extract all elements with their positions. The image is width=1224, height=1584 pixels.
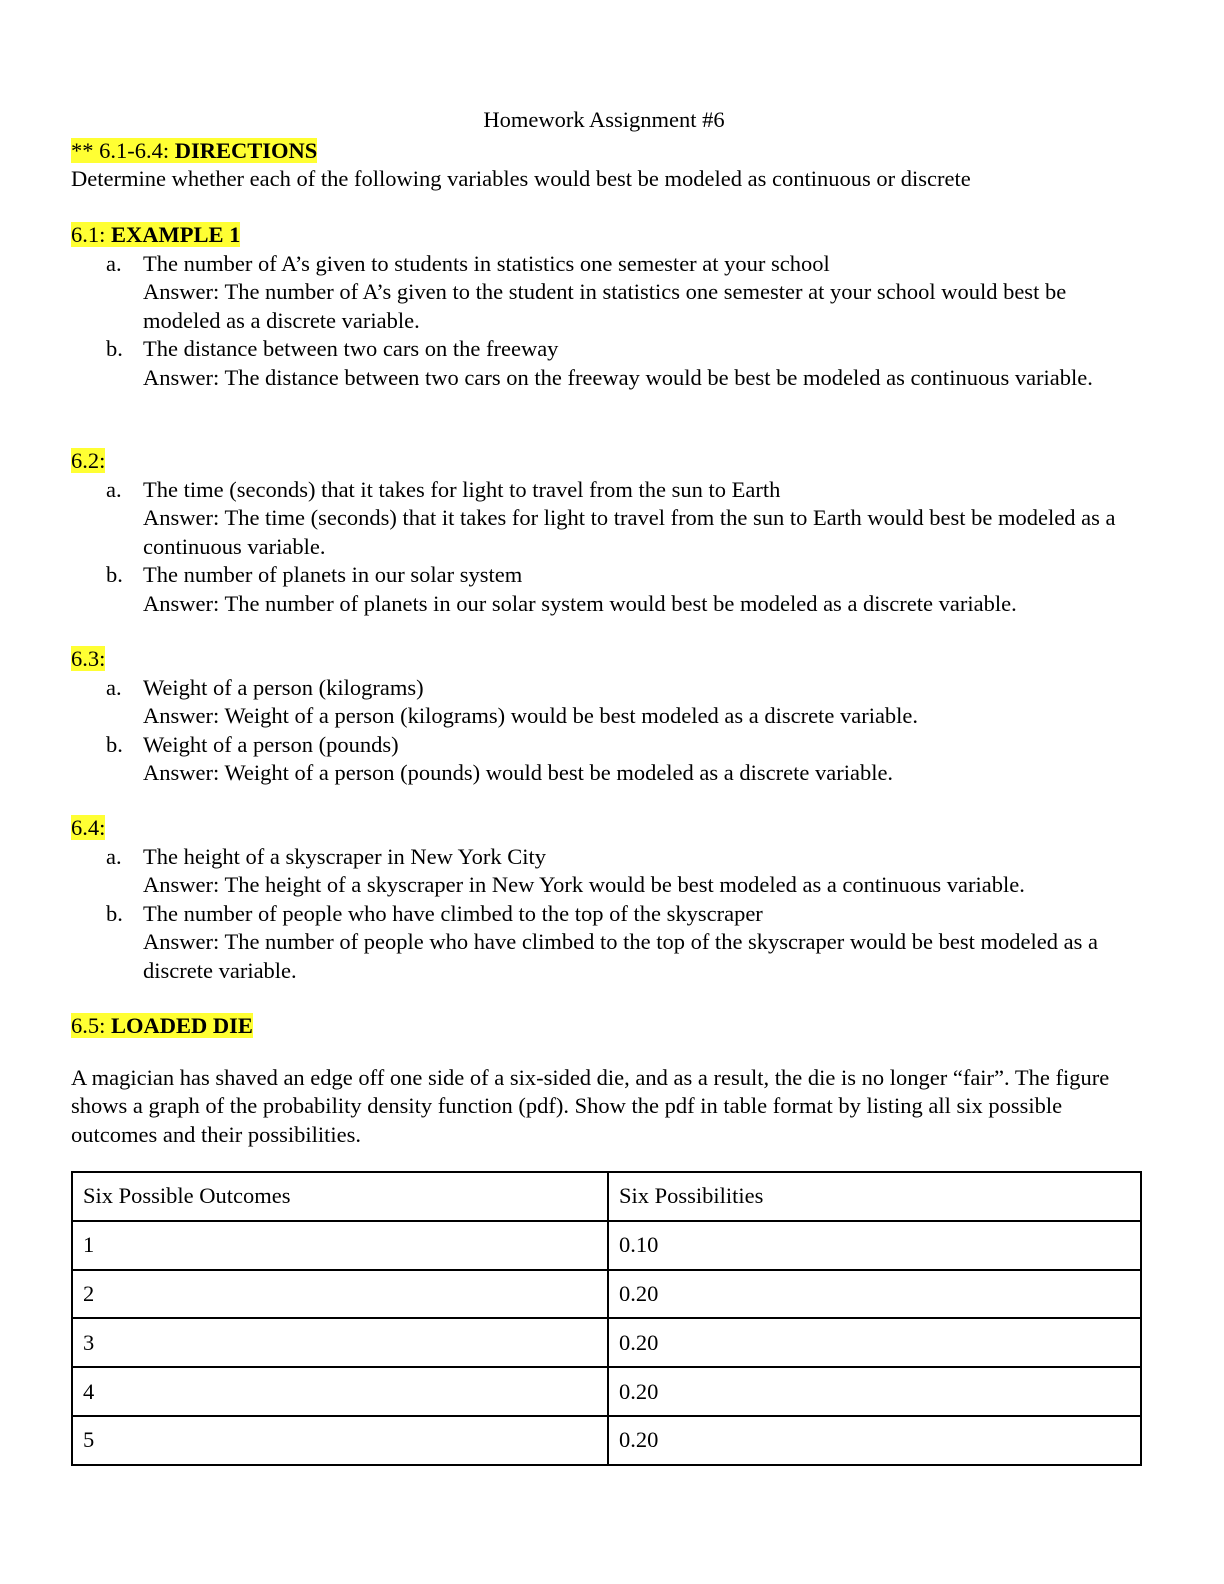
item-question: Weight of a person (pounds)	[143, 731, 399, 757]
table-row	[72, 1416, 1141, 1465]
section-heading-6-5	[71, 1012, 253, 1040]
list-item	[0, 843, 1224, 900]
section-6-2-list	[0, 476, 1224, 618]
table-cell: 0.10	[608, 1221, 1141, 1270]
table-header-cell: Six Possibilities	[608, 1172, 1141, 1221]
item-question: Weight of a person (kilograms)	[143, 675, 424, 700]
table-cell: 2	[72, 1270, 608, 1319]
table-row	[72, 1367, 1141, 1416]
table-cell: 0.20	[608, 1270, 1141, 1319]
table-row	[72, 1221, 1141, 1270]
section-heading-6-1	[71, 221, 240, 249]
item-answer: Answer: The number of planets in our solar system would best be modeled as a discrete variable.	[143, 590, 1017, 616]
item-marker: a.	[106, 844, 122, 869]
table-cell: 4	[72, 1367, 608, 1416]
item-marker: b.	[106, 336, 123, 362]
table-header-row	[72, 1172, 1141, 1221]
item-answer: Answer: The height of a skyscraper in New York would be best modeled as a continuous variable.	[143, 872, 1025, 898]
section-label: EXAMPLE 1	[111, 222, 241, 247]
list-item	[0, 731, 1224, 788]
section-prefix: 6.2:	[71, 448, 106, 473]
item-answer: Answer: The time (seconds) that it takes for light to travel from the sun to Earth would best be modeled as a continuous variable.	[143, 505, 1116, 559]
item-answer: Answer: The distance between two cars on the freeway would be best be modeled as continuous variable.	[143, 364, 1093, 390]
item-marker: a.	[106, 477, 122, 502]
section-prefix: 6.1:	[71, 222, 112, 247]
table-cell: 0.20	[608, 1367, 1141, 1416]
section-prefix: 6.3:	[71, 646, 106, 671]
item-marker: a.	[106, 251, 122, 276]
section-heading-6-1-highlight	[71, 222, 240, 247]
list-item	[0, 476, 1224, 561]
directions-heading-highlight	[71, 138, 317, 163]
item-question: The distance between two cars on the freeway	[143, 336, 559, 362]
table-row	[72, 1270, 1141, 1319]
item-answer: Answer: The number of A’s given to the student in statistics one semester at your school would best be modeled as a discrete variable.	[143, 279, 1067, 333]
item-marker: b.	[106, 562, 123, 588]
directions-prefix: ** 6.1-6.4:	[71, 138, 175, 163]
item-marker: b.	[106, 731, 123, 757]
section-heading-6-2	[71, 447, 105, 475]
section-6-3-list	[0, 674, 1224, 788]
item-answer: Answer: Weight of a person (pounds) would best be modeled as a discrete variable.	[143, 760, 894, 786]
item-question: The number of planets in our solar system	[143, 562, 523, 588]
section-6-4-list	[0, 843, 1224, 985]
item-question: The number of A’s given to students in statistics one semester at your school	[143, 251, 830, 276]
section-prefix: 6.5:	[71, 1013, 112, 1038]
list-item	[0, 674, 1224, 731]
section-label: LOADED DIE	[111, 1013, 253, 1038]
directions-label: DIRECTIONS	[174, 138, 318, 163]
section-heading-6-3	[71, 645, 105, 673]
table-cell: 1	[72, 1221, 608, 1270]
list-item	[0, 335, 1224, 392]
list-item	[0, 900, 1224, 985]
item-marker: a.	[106, 675, 122, 700]
section-heading-6-4	[71, 814, 105, 842]
item-question: The height of a skyscraper in New York City	[143, 844, 547, 869]
table-header-cell: Six Possible Outcomes	[72, 1172, 608, 1221]
table-cell: 3	[72, 1318, 608, 1367]
table-cell: 0.20	[608, 1318, 1141, 1367]
section-prefix: 6.4:	[71, 815, 106, 840]
item-question: The number of people who have climbed to the top of the skyscraper	[143, 900, 763, 926]
list-item	[0, 561, 1224, 618]
table-cell: 0.20	[608, 1416, 1141, 1465]
item-question: The time (seconds) that it takes for light to travel from the sun to Earth	[143, 477, 781, 502]
section-6-1-list	[0, 250, 1224, 392]
page-title: Homework Assignment #6	[483, 107, 725, 132]
item-answer: Answer: The number of people who have climbed to the top of the skyscraper would be best modeled as a discrete variable.	[143, 929, 1098, 983]
section-heading-6-5-highlight	[71, 1013, 253, 1038]
list-item	[0, 250, 1224, 335]
loaded-die-paragraph: A magician has shaved an edge off one side of a six-sided die, and as a result, the die is no longer “fair”. The figure shows a graph of the probability density function (pdf). Show the pdf in table format by listing all six possible outcomes and their possibilities.	[71, 1065, 1110, 1147]
directions-text: Determine whether each of the following variables would best be modeled as continuous or discrete	[71, 166, 971, 191]
table-row	[72, 1318, 1141, 1367]
table-cell: 5	[72, 1416, 608, 1465]
item-marker: b.	[106, 900, 123, 926]
pdf-table	[71, 1171, 1142, 1466]
directions-heading	[71, 137, 317, 165]
item-answer: Answer: Weight of a person (kilograms) would be best modeled as a discrete variable.	[143, 703, 919, 729]
